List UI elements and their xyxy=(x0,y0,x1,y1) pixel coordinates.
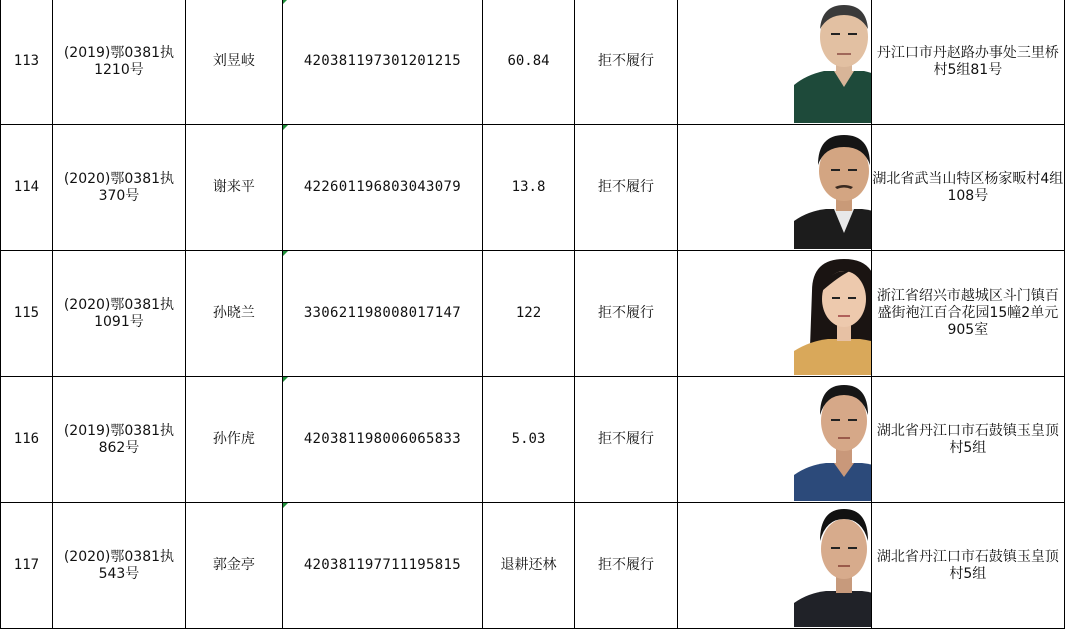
id-number xyxy=(282,0,482,125)
id-number-text: 330621198008017147 xyxy=(303,305,461,321)
person-photo xyxy=(794,251,871,375)
id-number xyxy=(282,503,482,629)
amount: 5.03 xyxy=(482,377,574,503)
address: 丹江口市丹赵路办事处三里桥村5组81号 xyxy=(871,0,1064,125)
row-index: 116 xyxy=(1,377,53,503)
address: 浙江省绍兴市越城区斗门镇百盛街袍江百合花园15幢2单元905室 xyxy=(871,251,1064,377)
table-row xyxy=(1,125,1065,251)
photo-cell xyxy=(677,503,871,629)
person-name: 谢来平 xyxy=(186,125,283,251)
cell-comment-marker xyxy=(283,0,288,4)
id-number-text: 420381198006065833 xyxy=(303,431,461,447)
id-number-text: 420381197711195815 xyxy=(303,557,461,573)
cell-comment-marker xyxy=(283,251,288,256)
row-index: 114 xyxy=(1,125,53,251)
table-row xyxy=(1,503,1065,629)
amount: 122 xyxy=(482,251,574,377)
person-name: 孙晓兰 xyxy=(186,251,283,377)
photo-cell xyxy=(677,0,871,125)
amount: 60.84 xyxy=(482,0,574,125)
id-number xyxy=(282,251,482,377)
case-number: (2020)鄂0381执543号 xyxy=(52,503,185,629)
cell-comment-marker xyxy=(283,377,288,382)
table-row xyxy=(1,377,1065,503)
person-photo xyxy=(794,125,871,249)
person-name: 孙作虎 xyxy=(186,377,283,503)
photo-cell xyxy=(677,251,871,377)
reason: 拒不履行 xyxy=(575,0,678,125)
id-number xyxy=(282,125,482,251)
reason: 拒不履行 xyxy=(575,125,678,251)
address: 湖北省武当山特区杨家畈村4组108号 xyxy=(871,125,1064,251)
photo-cell xyxy=(677,377,871,503)
case-number: (2019)鄂0381执862号 xyxy=(52,377,185,503)
address: 湖北省丹江口市石鼓镇玉皇顶村5组 xyxy=(871,503,1064,629)
reason: 拒不履行 xyxy=(575,503,678,629)
table-row xyxy=(1,0,1065,125)
person-photo xyxy=(794,0,871,123)
case-number: (2019)鄂0381执1210号 xyxy=(52,0,185,125)
person-photo xyxy=(794,377,871,501)
person-photo xyxy=(794,503,871,627)
person-name: 郭金亭 xyxy=(186,503,283,629)
id-number-text: 420381197301201215 xyxy=(303,53,461,69)
amount: 13.8 xyxy=(482,125,574,251)
reason: 拒不履行 xyxy=(575,377,678,503)
case-number: (2020)鄂0381执370号 xyxy=(52,125,185,251)
person-name: 刘昱岐 xyxy=(186,0,283,125)
row-index: 113 xyxy=(1,0,53,125)
id-number-text: 422601196803043079 xyxy=(303,179,461,195)
cell-comment-marker xyxy=(283,503,288,508)
reason: 拒不履行 xyxy=(575,251,678,377)
cell-comment-marker xyxy=(283,125,288,130)
row-index: 115 xyxy=(1,251,53,377)
address: 湖北省丹江口市石鼓镇玉皇顶村5组 xyxy=(871,377,1064,503)
table-row xyxy=(1,251,1065,377)
id-number xyxy=(282,377,482,503)
row-index: 117 xyxy=(1,503,53,629)
case-number: (2020)鄂0381执1091号 xyxy=(52,251,185,377)
photo-cell xyxy=(677,125,871,251)
amount: 退耕还林 xyxy=(482,503,574,629)
